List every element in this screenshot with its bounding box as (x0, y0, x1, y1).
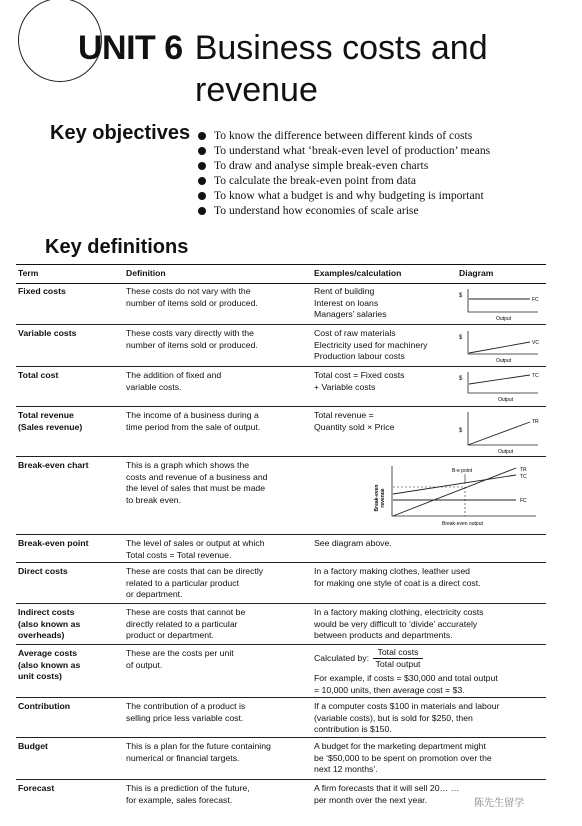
table-row (16, 406, 546, 457)
table-header (16, 264, 546, 284)
table-row (16, 779, 546, 819)
definition: These costs vary directly with the number of items sold or produced. (126, 328, 258, 350)
output-label: Output (496, 358, 512, 364)
variable-cost-diagram (456, 327, 546, 364)
output-label: Output (496, 316, 512, 322)
term: Direct costs (18, 566, 68, 576)
tc-label: TC (532, 373, 539, 379)
example: See diagram above. (314, 538, 392, 548)
example: In a factory making clothes, leather used for making one style of coat is a direct cost. (314, 566, 481, 588)
term: Budget (18, 741, 48, 751)
definitions-heading: Key definitions (45, 236, 189, 258)
table-row (16, 366, 546, 407)
be-axis-label (374, 485, 386, 512)
formula-prefix: Calculated by: (314, 652, 370, 663)
definition: This is a prediction of the future, for example, sales forecast. (126, 783, 250, 805)
example: A firm forecasts that it will sell 20… … per month over the next year. (314, 783, 460, 805)
objectives-heading: Key objectives (50, 122, 191, 144)
table-row (16, 737, 546, 780)
example: In a factory making clothing, electricity costs would be very difficult to ‘divide’ accurately between products and departments. (314, 607, 484, 640)
example: For example, if costs = $30,000 and total output = 10,000 units, then average cost = $3. (314, 673, 498, 695)
term: Variable costs (18, 328, 77, 338)
term: Total revenue (Sales revenue) (18, 410, 83, 432)
objective-item: To calculate the break-even point from data (198, 173, 490, 188)
currency-label: $ (459, 335, 463, 341)
currency-label: $ (459, 293, 463, 299)
term: Indirect costs (also known as overheads) (18, 607, 81, 640)
watermark: 陈先生留学 (474, 798, 524, 809)
fc-label: FC (520, 498, 527, 504)
table-row (16, 644, 546, 698)
example: A budget for the marketing department might be ‘$50,000 to be spent on promotion over the next 12 months’. (314, 741, 492, 774)
objective-item: To understand how economies of scale arise (198, 203, 490, 218)
term: Break-even point (18, 538, 89, 548)
definition: These costs do not vary with the number of items sold or produced. (126, 286, 258, 308)
formula-fraction (373, 647, 422, 670)
table-row (16, 697, 546, 738)
objective-item: To draw and analyse simple break-even charts (198, 158, 490, 173)
example: Rent of building Interest on loans Managers’ salaries (314, 286, 387, 319)
objective-item: To know what a budget is and why budgeting is important (198, 188, 490, 203)
term: Fixed costs (18, 286, 66, 296)
average-formula (314, 647, 546, 670)
be-axis-line1: Break-even (374, 484, 380, 512)
table-row (16, 534, 546, 563)
objective-item: To understand what ‘break-even level of production’ means (198, 143, 490, 158)
term: Forecast (18, 783, 55, 793)
tr-line (393, 468, 516, 516)
be-output-label: Break-even output (442, 521, 483, 527)
definition: These are costs that cannot be directly related to a particular product or department. (126, 607, 246, 640)
definition: These are the costs per unit of output. (126, 648, 234, 670)
vc-line (469, 342, 530, 353)
term: Total cost (18, 370, 59, 380)
table-row (16, 324, 546, 367)
term: Break-even chart (18, 460, 89, 470)
currency-label: $ (459, 428, 463, 434)
unit-title (78, 28, 488, 68)
definition: This is a plan for the future containing numerical or financial targets. (126, 741, 271, 763)
formula-numerator: Total costs (373, 647, 422, 659)
table-row (16, 562, 546, 604)
unit-title-line2: revenue (195, 71, 318, 109)
definition: The contribution of a product is selling price less variable cost. (126, 701, 246, 723)
be-point-label: B-e point (452, 468, 473, 474)
tr-line (468, 422, 530, 445)
table-row (16, 282, 546, 325)
tr-label: TR (532, 419, 539, 425)
formula-denominator: Total output (375, 659, 421, 669)
currency-label: $ (459, 376, 463, 382)
tr-label: TR (520, 467, 527, 473)
term: Average costs (also known as unit costs) (18, 648, 81, 681)
example: If a computer costs $100 in materials and labour (variable costs), but is sold for $250, then contribution is $150. (314, 701, 500, 734)
vc-label: VC (532, 340, 539, 346)
col-term: Term (18, 268, 39, 278)
table-row (16, 456, 546, 535)
table-row (16, 603, 546, 645)
definition: These are costs that can be directly related to a particular product or department. (126, 566, 264, 599)
definition: This is a graph which shows the costs and revenue of a business and the level of sales that must be made to break even. (126, 460, 268, 505)
output-label: Output (498, 397, 514, 403)
tc-line (393, 475, 516, 494)
definition: The income of a business during a time period from the sale of output. (126, 410, 261, 432)
definition: The addition of fixed and variable costs. (126, 370, 222, 392)
fixed-cost-diagram (456, 285, 546, 322)
be-axis-line2: revenue (380, 488, 386, 508)
objective-item: To know the difference between different kinds of costs (198, 128, 490, 143)
unit-label: UNIT 6 (78, 29, 183, 67)
example: Total revenue = Quantity sold × Price (314, 410, 395, 432)
term: Contribution (18, 701, 71, 711)
total-revenue-diagram (456, 408, 546, 455)
example: Cost of raw materials Electricity used for machinery Production labour costs (314, 328, 428, 361)
tc-label: TC (520, 474, 527, 480)
objectives-list (198, 128, 490, 218)
col-diagram: Diagram (459, 268, 494, 278)
break-even-diagram (366, 460, 544, 530)
fc-label: FC (532, 297, 539, 303)
tc-line (469, 375, 530, 384)
col-examples: Examples/calculation (314, 268, 402, 278)
total-cost-diagram (456, 368, 546, 405)
definition: The level of sales or output at which Total costs = Total revenue. (126, 538, 265, 560)
example: Total cost = Fixed costs + Variable costs (314, 370, 405, 392)
col-definition: Definition (126, 268, 166, 278)
unit-title-line1: Business costs and (194, 29, 488, 67)
output-label: Output (498, 449, 514, 455)
